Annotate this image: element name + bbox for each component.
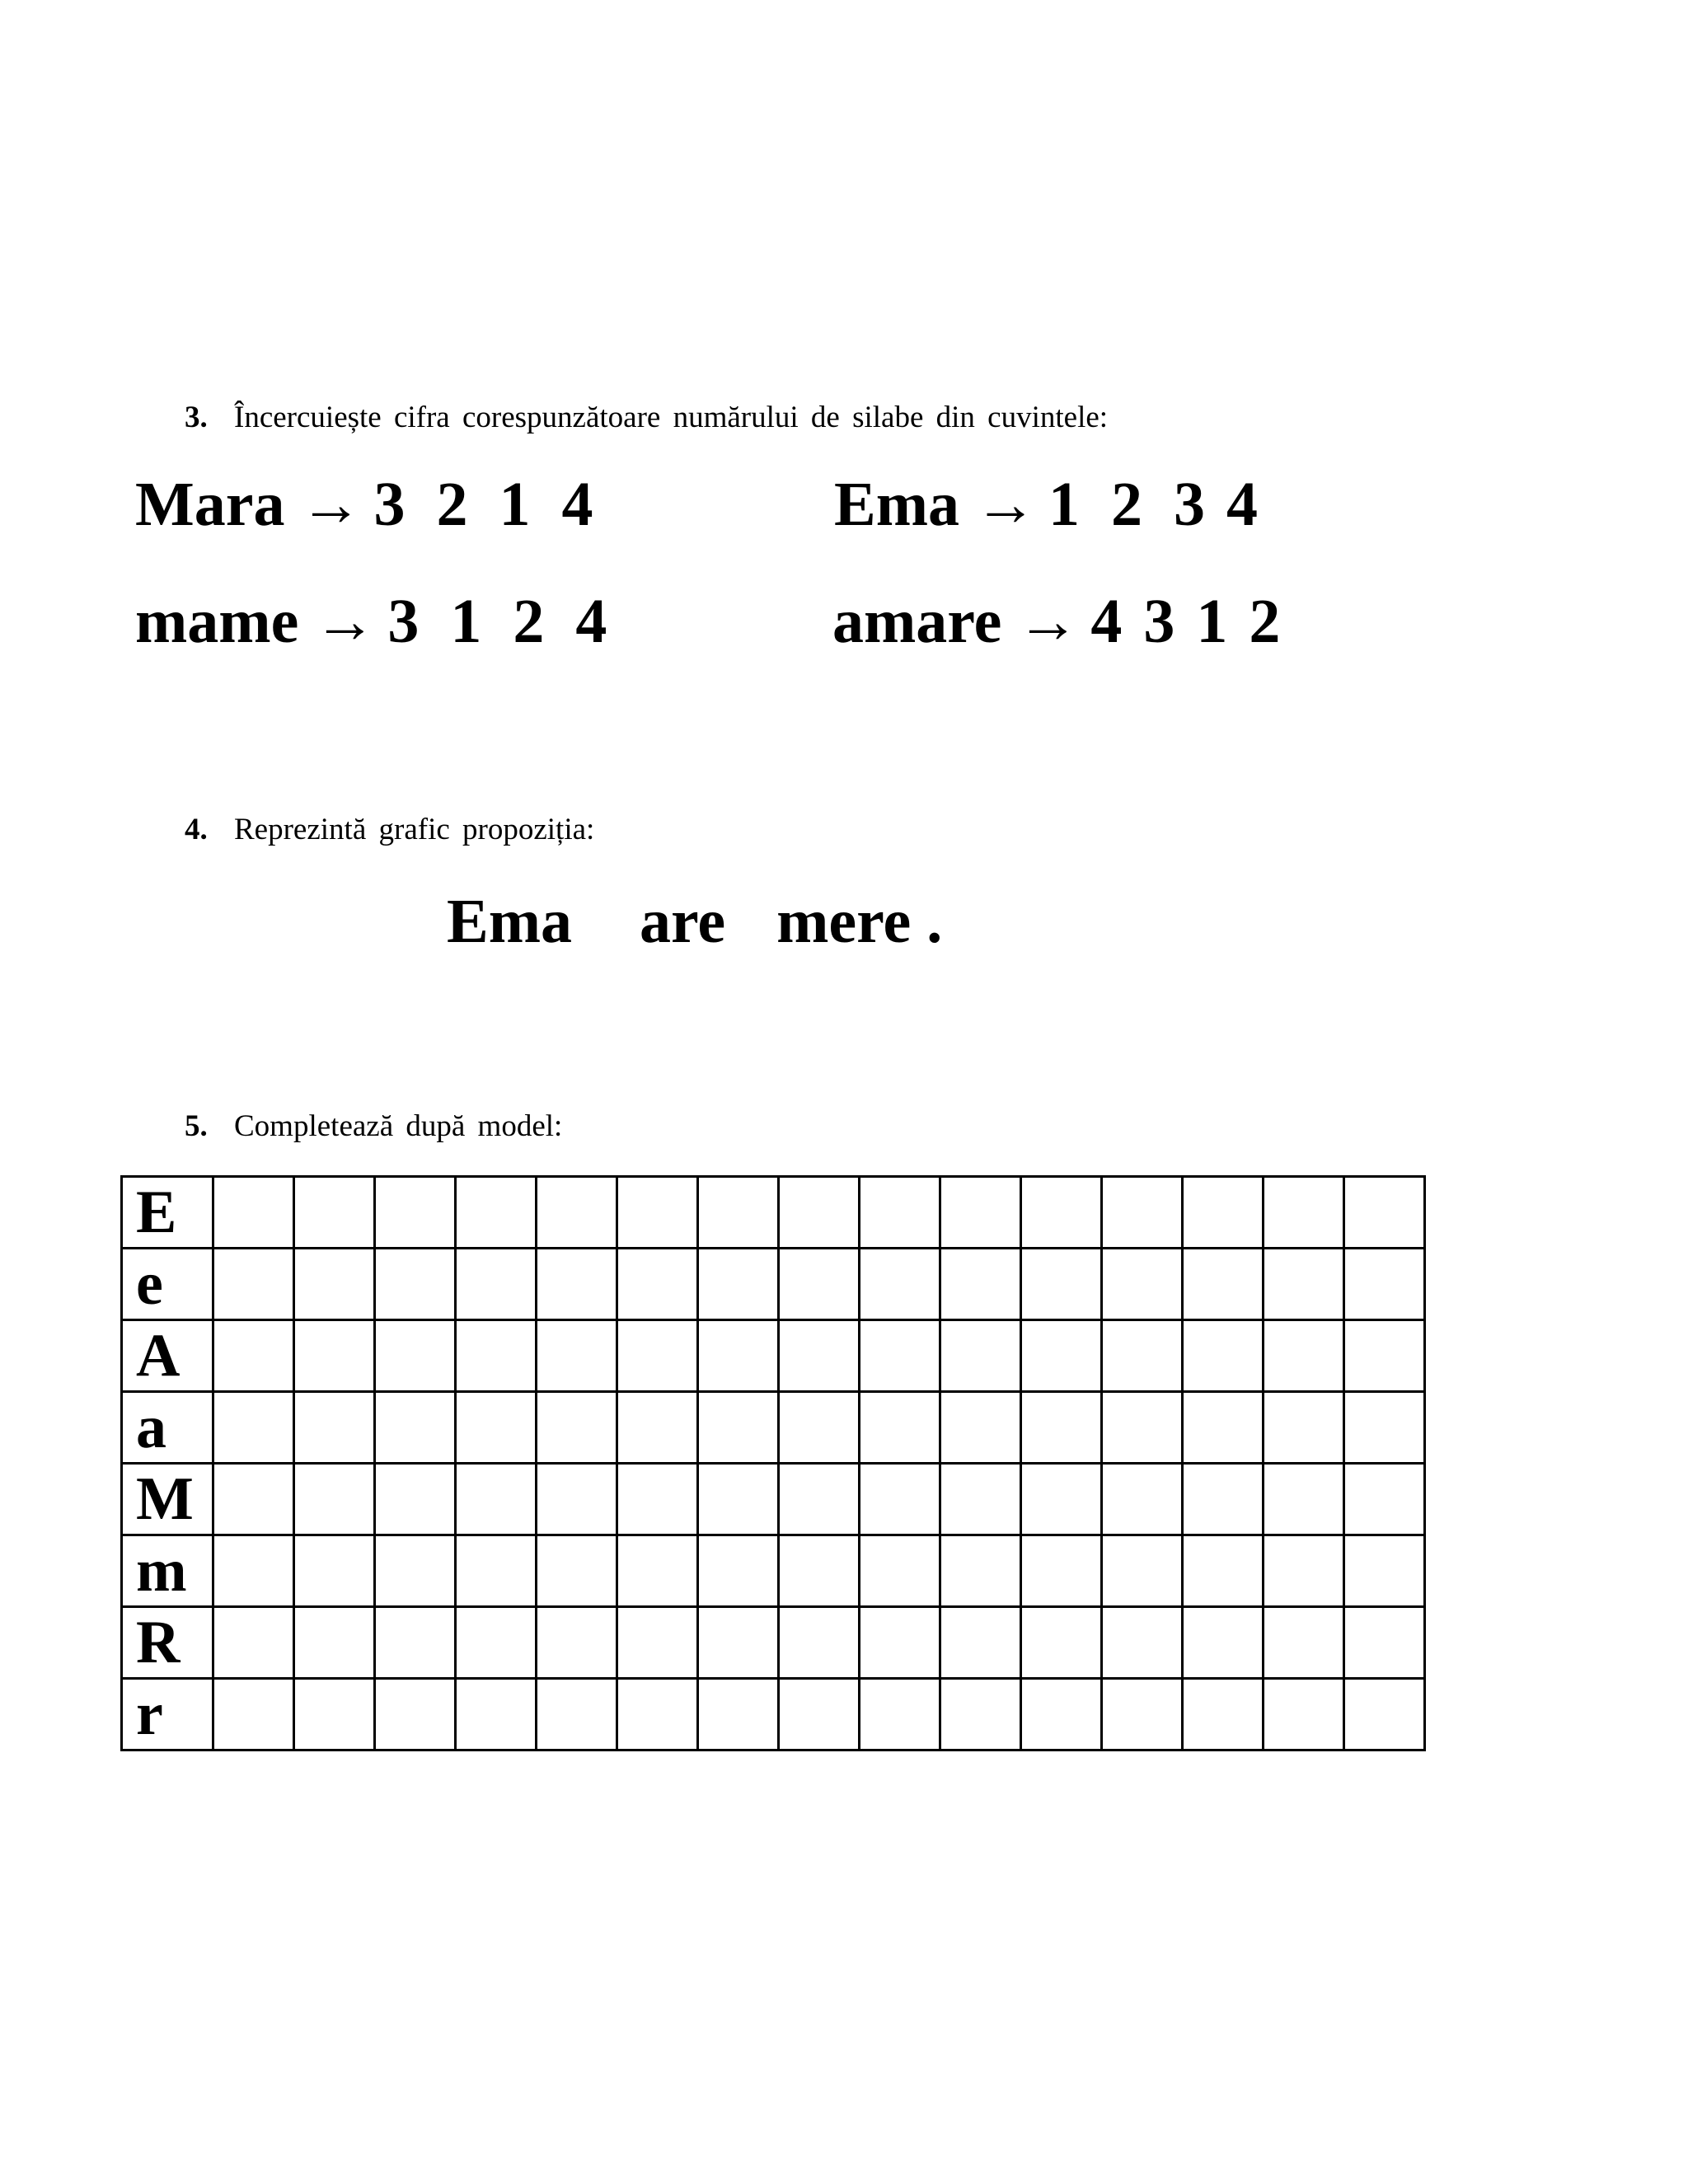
blank-cell[interactable] xyxy=(698,1535,779,1607)
blank-cell[interactable] xyxy=(1021,1535,1102,1607)
blank-cell[interactable] xyxy=(375,1392,456,1464)
blank-cell[interactable] xyxy=(940,1392,1021,1464)
exercise-instruction: Completează după model: xyxy=(234,1109,563,1143)
exercise-instruction: Reprezintă grafic propoziția: xyxy=(234,813,595,846)
blank-cell[interactable] xyxy=(1344,1320,1425,1392)
syllable-option[interactable]: 3 xyxy=(387,587,420,656)
blank-cell[interactable] xyxy=(698,1464,779,1535)
blank-cell[interactable] xyxy=(375,1607,456,1679)
blank-cell[interactable] xyxy=(1102,1464,1183,1535)
blank-cell[interactable] xyxy=(537,1607,617,1679)
blank-cell[interactable] xyxy=(779,1607,860,1679)
grid-row xyxy=(122,1392,1425,1464)
blank-cell[interactable] xyxy=(456,1249,537,1320)
blank-cell[interactable] xyxy=(1264,1464,1344,1535)
syllable-option[interactable]: 1 xyxy=(499,470,531,539)
blank-cell[interactable] xyxy=(537,1249,617,1320)
blank-cell[interactable] xyxy=(1102,1177,1183,1249)
model-letter: e xyxy=(122,1249,213,1320)
blank-cell[interactable] xyxy=(294,1320,375,1392)
grid-row xyxy=(122,1607,1425,1679)
blank-cell[interactable] xyxy=(698,1392,779,1464)
blank-cell[interactable] xyxy=(698,1607,779,1679)
blank-cell[interactable] xyxy=(213,1535,294,1607)
model-letter: a xyxy=(122,1392,213,1464)
model-letter: E xyxy=(122,1177,213,1249)
blank-cell[interactable] xyxy=(294,1392,375,1464)
sentence xyxy=(447,887,943,956)
model-letter: m xyxy=(122,1535,213,1607)
blank-cell[interactable] xyxy=(779,1177,860,1249)
blank-cell[interactable] xyxy=(1183,1535,1264,1607)
blank-cell[interactable] xyxy=(1183,1392,1264,1464)
blank-cell[interactable] xyxy=(1264,1249,1344,1320)
blank-cell[interactable] xyxy=(537,1679,617,1750)
blank-cell[interactable] xyxy=(940,1607,1021,1679)
blank-cell[interactable] xyxy=(1264,1607,1344,1679)
blank-cell[interactable] xyxy=(456,1679,537,1750)
blank-cell[interactable] xyxy=(375,1320,456,1392)
exercise-3-header xyxy=(185,402,1108,433)
syllable-option[interactable]: 2 xyxy=(1249,587,1281,656)
blank-cell[interactable] xyxy=(1344,1679,1425,1750)
blank-cell[interactable] xyxy=(213,1177,294,1249)
blank-cell[interactable] xyxy=(860,1535,940,1607)
blank-cell[interactable] xyxy=(779,1535,860,1607)
blank-cell[interactable] xyxy=(1102,1607,1183,1679)
blank-cell[interactable] xyxy=(779,1320,860,1392)
blank-cell[interactable] xyxy=(860,1177,940,1249)
blank-cell[interactable] xyxy=(1183,1249,1264,1320)
syllable-word: Ema xyxy=(834,470,959,539)
blank-cell[interactable] xyxy=(1344,1177,1425,1249)
exercise-5-header xyxy=(185,1111,562,1141)
syllable-word: amare xyxy=(832,587,1002,656)
sentence-word: Ema xyxy=(447,887,572,956)
syllable-option[interactable]: 2 xyxy=(513,587,545,656)
blank-cell[interactable] xyxy=(1102,1535,1183,1607)
blank-cell[interactable] xyxy=(1021,1177,1102,1249)
syllable-option[interactable]: 1 xyxy=(1048,470,1080,539)
blank-cell[interactable] xyxy=(375,1464,456,1535)
blank-cell[interactable] xyxy=(375,1177,456,1249)
blank-cell[interactable] xyxy=(537,1392,617,1464)
blank-cell[interactable] xyxy=(617,1607,698,1679)
blank-cell[interactable] xyxy=(940,1679,1021,1750)
arrow-icon: → xyxy=(313,587,377,656)
syllable-option[interactable]: 4 xyxy=(575,587,607,656)
blank-cell[interactable] xyxy=(294,1535,375,1607)
blank-cell[interactable] xyxy=(617,1535,698,1607)
grid-row xyxy=(122,1679,1425,1750)
blank-cell[interactable] xyxy=(860,1679,940,1750)
blank-cell[interactable] xyxy=(779,1249,860,1320)
grid-row xyxy=(122,1535,1425,1607)
blank-cell[interactable] xyxy=(456,1320,537,1392)
blank-cell[interactable] xyxy=(1344,1464,1425,1535)
arrow-icon: → xyxy=(299,470,363,539)
blank-cell[interactable] xyxy=(1183,1177,1264,1249)
blank-cell[interactable] xyxy=(537,1177,617,1249)
grid-row xyxy=(122,1320,1425,1392)
syllable-option[interactable]: 3 xyxy=(1143,587,1175,656)
exercise-number: 4. xyxy=(185,813,208,846)
model-letter: M xyxy=(122,1464,213,1535)
blank-cell[interactable] xyxy=(1264,1392,1344,1464)
blank-cell[interactable] xyxy=(294,1249,375,1320)
blank-cell[interactable] xyxy=(294,1679,375,1750)
blank-cell[interactable] xyxy=(537,1464,617,1535)
syllable-word: mame xyxy=(135,587,299,656)
blank-cell[interactable] xyxy=(213,1679,294,1750)
blank-cell[interactable] xyxy=(1183,1320,1264,1392)
blank-cell[interactable] xyxy=(1264,1177,1344,1249)
blank-cell[interactable] xyxy=(617,1320,698,1392)
blank-cell[interactable] xyxy=(375,1535,456,1607)
blank-cell[interactable] xyxy=(537,1535,617,1607)
blank-cell[interactable] xyxy=(294,1607,375,1679)
syllable-item xyxy=(834,470,1289,539)
blank-cell[interactable] xyxy=(1021,1464,1102,1535)
blank-cell[interactable] xyxy=(1183,1607,1264,1679)
blank-cell[interactable] xyxy=(294,1177,375,1249)
blank-cell[interactable] xyxy=(294,1464,375,1535)
blank-cell[interactable] xyxy=(456,1177,537,1249)
blank-cell[interactable] xyxy=(213,1320,294,1392)
blank-cell[interactable] xyxy=(1102,1679,1183,1750)
exercise-number: 3. xyxy=(185,401,208,434)
syllable-item xyxy=(832,587,1301,656)
exercise-4-header xyxy=(185,814,594,845)
sentence-word: mere . xyxy=(776,887,943,956)
blank-cell[interactable] xyxy=(375,1249,456,1320)
blank-cell[interactable] xyxy=(698,1177,779,1249)
blank-cell[interactable] xyxy=(213,1464,294,1535)
blank-cell[interactable] xyxy=(1021,1320,1102,1392)
blank-cell[interactable] xyxy=(860,1392,940,1464)
blank-cell[interactable] xyxy=(779,1392,860,1464)
blank-cell[interactable] xyxy=(1344,1249,1425,1320)
blank-cell[interactable] xyxy=(779,1679,860,1750)
blank-cell[interactable] xyxy=(617,1679,698,1750)
exercise-number: 5. xyxy=(185,1109,208,1143)
blank-cell[interactable] xyxy=(456,1392,537,1464)
blank-cell[interactable] xyxy=(1021,1392,1102,1464)
model-letter: R xyxy=(122,1607,213,1679)
grid-row xyxy=(122,1249,1425,1320)
arrow-icon: → xyxy=(974,470,1037,539)
syllable-option[interactable]: 2 xyxy=(1111,470,1142,539)
blank-cell[interactable] xyxy=(1344,1535,1425,1607)
blank-cell[interactable] xyxy=(860,1464,940,1535)
blank-cell[interactable] xyxy=(940,1177,1021,1249)
syllable-option[interactable]: 4 xyxy=(1226,470,1258,539)
blank-cell[interactable] xyxy=(537,1320,617,1392)
blank-cell[interactable] xyxy=(617,1177,698,1249)
syllable-option[interactable]: 3 xyxy=(373,470,406,539)
blank-cell[interactable] xyxy=(213,1607,294,1679)
blank-cell[interactable] xyxy=(1102,1392,1183,1464)
blank-cell[interactable] xyxy=(860,1607,940,1679)
blank-cell[interactable] xyxy=(698,1679,779,1750)
blank-cell[interactable] xyxy=(940,1535,1021,1607)
blank-cell[interactable] xyxy=(456,1535,537,1607)
blank-cell[interactable] xyxy=(1021,1679,1102,1750)
syllable-option[interactable]: 1 xyxy=(450,587,482,656)
blank-cell[interactable] xyxy=(1021,1607,1102,1679)
writing-grid xyxy=(120,1175,1426,1751)
blank-cell[interactable] xyxy=(940,1249,1021,1320)
syllable-option[interactable]: 2 xyxy=(436,470,468,539)
model-letter: A xyxy=(122,1320,213,1392)
blank-cell[interactable] xyxy=(213,1249,294,1320)
blank-cell[interactable] xyxy=(617,1464,698,1535)
syllable-word: Mara xyxy=(135,470,285,539)
grid-row xyxy=(122,1177,1425,1249)
exercise-instruction: Încercuiește cifra corespunzătoare numărului de silabe din cuvintele: xyxy=(234,401,1109,434)
arrow-icon: → xyxy=(1016,587,1080,656)
blank-cell[interactable] xyxy=(375,1679,456,1750)
blank-cell[interactable] xyxy=(213,1392,294,1464)
blank-cell[interactable] xyxy=(940,1464,1021,1535)
syllable-option[interactable]: 3 xyxy=(1174,470,1205,539)
blank-cell[interactable] xyxy=(1344,1392,1425,1464)
grid-row xyxy=(122,1464,1425,1535)
blank-cell[interactable] xyxy=(1102,1249,1183,1320)
blank-cell[interactable] xyxy=(1344,1607,1425,1679)
blank-cell[interactable] xyxy=(860,1249,940,1320)
blank-cell[interactable] xyxy=(779,1464,860,1535)
blank-cell[interactable] xyxy=(698,1249,779,1320)
syllable-item xyxy=(135,587,638,656)
blank-cell[interactable] xyxy=(617,1249,698,1320)
blank-cell[interactable] xyxy=(1264,1535,1344,1607)
sentence-word: are xyxy=(640,887,726,956)
model-letter: r xyxy=(122,1679,213,1750)
blank-cell[interactable] xyxy=(940,1320,1021,1392)
blank-cell[interactable] xyxy=(860,1320,940,1392)
syllable-option[interactable]: 4 xyxy=(561,470,593,539)
blank-cell[interactable] xyxy=(1183,1679,1264,1750)
blank-cell[interactable] xyxy=(456,1607,537,1679)
syllable-option[interactable]: 1 xyxy=(1196,587,1228,656)
blank-cell[interactable] xyxy=(1264,1320,1344,1392)
syllable-item xyxy=(135,470,624,539)
blank-cell[interactable] xyxy=(1102,1320,1183,1392)
blank-cell[interactable] xyxy=(698,1320,779,1392)
syllable-option[interactable]: 4 xyxy=(1090,587,1123,656)
blank-cell[interactable] xyxy=(617,1392,698,1464)
blank-cell[interactable] xyxy=(1264,1679,1344,1750)
blank-cell[interactable] xyxy=(1021,1249,1102,1320)
blank-cell[interactable] xyxy=(456,1464,537,1535)
blank-cell[interactable] xyxy=(1183,1464,1264,1535)
